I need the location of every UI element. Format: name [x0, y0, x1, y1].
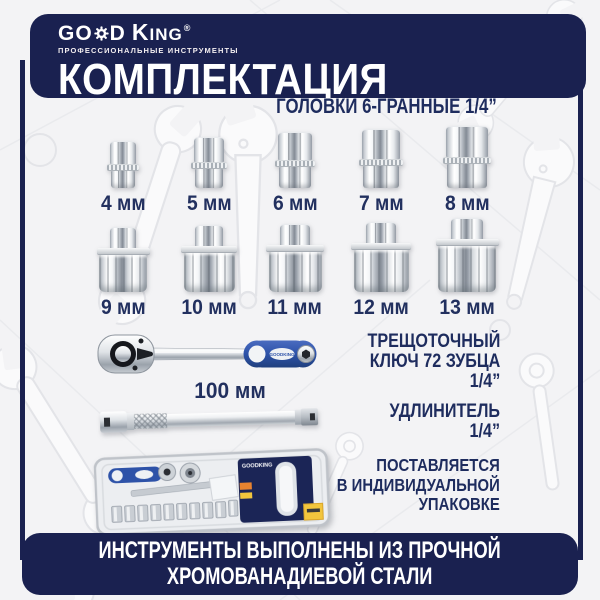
- logo-text-king: KING: [131, 19, 183, 45]
- socket-item-6mm: [252, 124, 338, 214]
- ratchet-description: [367, 332, 500, 392]
- socket-graphic: [191, 137, 227, 188]
- socket-item-10mm: [166, 216, 252, 318]
- socket-size-label: 5 мм: [186, 192, 232, 215]
- socket-graphic: [266, 224, 324, 292]
- footer-text-line1: ИНСТРУМЕНТЫ ВЫПОЛНЕНЫ ИЗ ПРОЧНОЙ: [98, 537, 502, 564]
- frame-line-right: [578, 60, 583, 560]
- socket-item-7mm: [338, 124, 424, 214]
- header-banner: [30, 14, 586, 104]
- socket-size-label: 8 мм: [444, 192, 490, 215]
- sockets-row-large: [80, 216, 510, 318]
- ratchet-desc-line: 1/4”: [469, 371, 500, 392]
- socket-item-11mm: [252, 216, 338, 318]
- socket-item-9mm: [80, 216, 166, 318]
- extension-description: [389, 402, 500, 442]
- socket-item-13mm: [424, 216, 510, 318]
- extension-shaft: [167, 411, 295, 427]
- package-desc-line: УПАКОВКЕ: [418, 494, 500, 514]
- logo-text-go: GO: [58, 22, 93, 45]
- ratchet-wrench-image: [97, 332, 321, 378]
- frame-line-left: [20, 60, 25, 560]
- socket-size-label: 4 мм: [100, 192, 146, 215]
- ratchet-desc-line: ТРЕЩОТОЧНЫЙ: [367, 331, 500, 352]
- package-card-brand-text: GOODKING: [241, 462, 273, 470]
- ratchet-desc-line: КЛЮЧ 72 ЗУБЦА: [369, 351, 500, 372]
- socket-graphic: [436, 218, 499, 292]
- socket-size-label: 13 мм: [439, 296, 495, 319]
- brand-logo: [58, 21, 586, 44]
- package-desc-line: ПОСТАВЛЯЕТСЯ: [376, 455, 500, 475]
- socket-item-5mm: [166, 124, 252, 214]
- socket-graphic: [351, 222, 411, 292]
- socket-graphic: [97, 227, 150, 292]
- socket-graphic: [275, 132, 315, 188]
- extension-drive-end: [301, 408, 318, 425]
- socket-size-label: 7 мм: [358, 192, 404, 215]
- socket-graphic: [443, 126, 491, 188]
- extension-desc-line: УДЛИНИТЕЛЬ: [389, 401, 500, 422]
- socket-item-8mm: [424, 124, 510, 214]
- extension-desc-line: 1/4”: [469, 421, 500, 442]
- extension-knurl: [134, 413, 167, 429]
- gear-icon: [94, 26, 109, 41]
- socket-size-label: 6 мм: [272, 192, 318, 215]
- ratchet-length-label: 100 мм: [194, 378, 266, 403]
- extension-socket-end: [100, 411, 128, 433]
- socket-graphic: [181, 225, 237, 292]
- footer-text-line2: ХРОМОВАНАДИЕВОЙ СТАЛИ: [167, 563, 433, 590]
- socket-graphic: [359, 129, 403, 188]
- logo-text-d: D: [109, 22, 126, 45]
- package-description: [337, 456, 500, 515]
- registered-mark: ®: [183, 23, 191, 33]
- socket-size-label: 12 мм: [353, 296, 409, 319]
- page-title: КОМПЛЕКТАЦИЯ: [58, 55, 388, 104]
- socket-size-label: 11 мм: [267, 296, 323, 319]
- package-desc-line: В ИНДИВИДУАЛЬНОЙ: [336, 474, 500, 495]
- brand-tagline: ПРОФЕССИОНАЛЬНЫЕ ИНСТРУМЕНТЫ: [58, 46, 239, 55]
- blister-package-image: [93, 445, 334, 539]
- ratchet-handle-brand-text: GOODKING: [269, 352, 295, 357]
- socket-size-label: 10 мм: [181, 296, 237, 319]
- socket-item-4mm: [80, 124, 166, 214]
- socket-graphic: [107, 141, 139, 188]
- socket-item-12mm: [338, 216, 424, 318]
- sockets-section-heading: ГОЛОВКИ 6-ГРАННЫЕ 1/4”: [276, 95, 497, 118]
- footer-banner: [22, 533, 578, 595]
- sockets-row-small: [80, 124, 510, 214]
- socket-size-label: 9 мм: [100, 296, 146, 319]
